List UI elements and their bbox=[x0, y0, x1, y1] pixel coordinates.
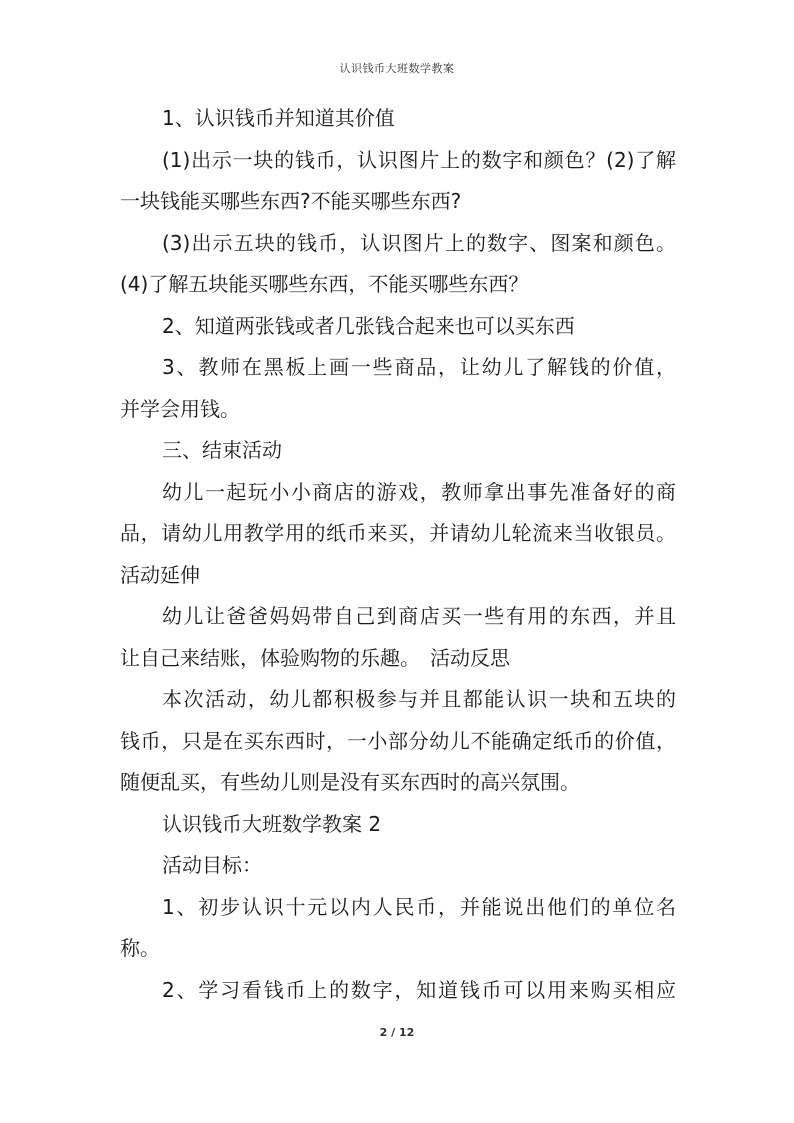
section-heading: 活动目标： bbox=[162, 853, 262, 877]
text-line: (4)了解五块能买哪些东西，不能买哪些东西？ bbox=[120, 272, 529, 296]
document-body bbox=[120, 98, 676, 1011]
section-heading: 认识钱币大班数学教案 2 bbox=[162, 811, 382, 836]
text-line: 让自己来结账，体验购物的乐趣。 活动反思 bbox=[120, 645, 510, 670]
text-line: 3、教师在黑板上画一些商品，让幼儿了解钱的价值， bbox=[162, 355, 676, 379]
text-line: 1、认识钱币并知道其价值 bbox=[162, 106, 395, 130]
text-line: 随便乱买，有些幼儿则是没有买东西时的高兴氛围。 bbox=[120, 770, 580, 794]
text-line: 一块钱能买哪些东西?不能买哪些东西? bbox=[120, 189, 462, 213]
text-line: 2、学习看钱币上的数字，知道钱币可以用来购买相应 bbox=[162, 977, 676, 1002]
text-line: 幼儿让爸爸妈妈带自己到商店买一些有用的东西，并且 bbox=[162, 604, 676, 628]
page-number: 2 / 12 bbox=[379, 1026, 415, 1039]
text-line: 幼儿一起玩小小商店的游戏，教师拿出事先准备好的商 bbox=[162, 479, 676, 504]
text-line: 并学会用钱。 bbox=[120, 396, 240, 421]
section-heading: 三、结束活动 bbox=[162, 438, 282, 462]
text-line: 1、初步认识十元以内人民币，并能说出他们的单位名 bbox=[162, 894, 676, 919]
section-heading: 活动延伸 bbox=[120, 562, 200, 587]
text-line: (1)出示一块的钱币，认识图片上的数字和颜色？(2)了解 bbox=[162, 147, 676, 172]
text-line: 2、知道两张钱或者几张钱合起来也可以买东西 bbox=[162, 313, 575, 338]
text-line: 品，请幼儿用教学用的纸币来买，并请幼儿轮流来当收银员。 bbox=[120, 521, 676, 545]
text-line: 本次活动，幼儿都积极参与并且都能认识一块和五块的 bbox=[162, 687, 676, 711]
text-line: 钱币，只是在买东西时，一小部分幼儿不能确定纸币的价值， bbox=[120, 728, 676, 753]
text-line: 称。 bbox=[120, 936, 160, 960]
text-line: (3)出示五块的钱币，认识图片上的数字、图案和颜色。 bbox=[162, 230, 676, 255]
page-header: 认识钱币大班数学教案 bbox=[339, 62, 455, 75]
